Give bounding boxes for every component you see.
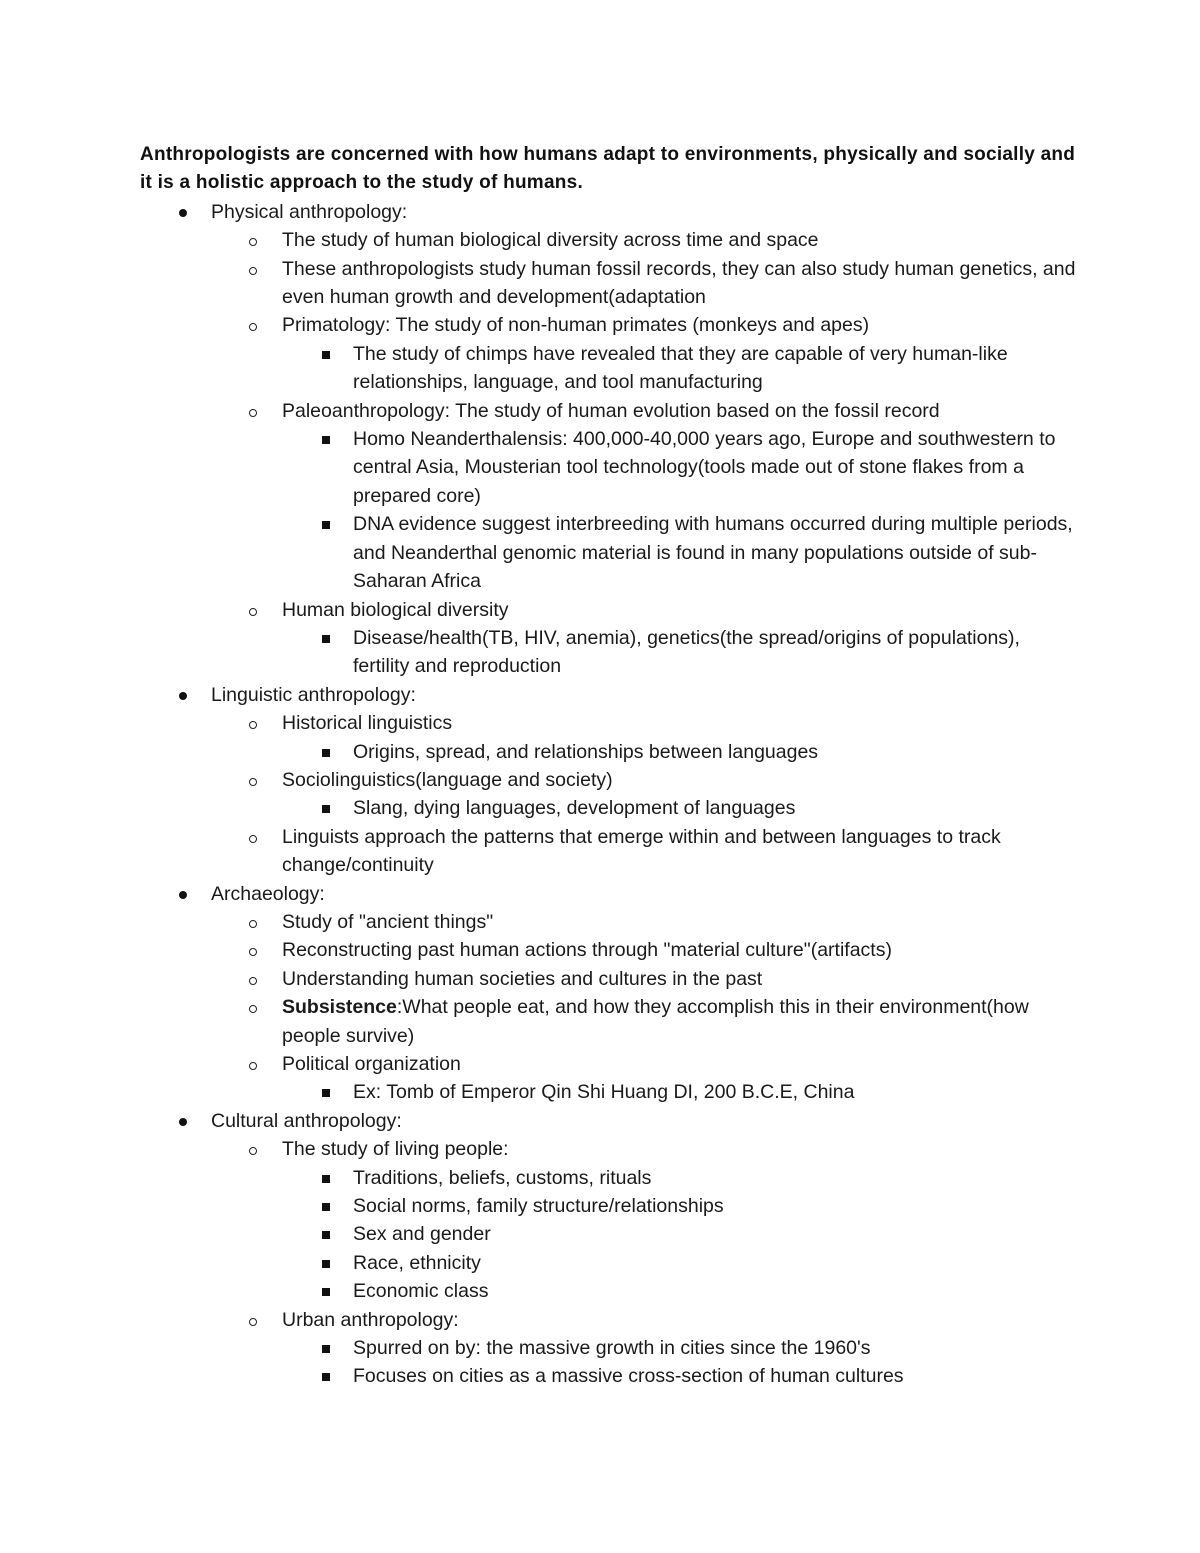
- bullet-square-icon: [319, 340, 339, 368]
- detail-sublist: [282, 340, 1080, 397]
- bullet-circle-icon: [248, 908, 268, 936]
- detail-item: [353, 1249, 1080, 1277]
- detail-item-text: Ex: Tomb of Emperor Qin Shi Huang DI, 200 B.C.E, China: [353, 1081, 855, 1104]
- bullet-square-icon: [319, 1192, 339, 1220]
- bullet-disc-icon: [177, 1107, 197, 1135]
- list-item: [282, 766, 1080, 823]
- list-item: [282, 993, 1080, 1050]
- section-item: [211, 681, 1080, 880]
- outline-list: [140, 198, 1080, 1391]
- bullet-square-icon: [319, 794, 339, 822]
- section-item: [211, 880, 1080, 1107]
- list-item-text: Linguists approach the patterns that emerge within and between languages to track change/continuity: [282, 825, 1001, 877]
- detail-sublist: [282, 1164, 1080, 1306]
- bullet-circle-icon: [248, 936, 268, 964]
- list-item-text: Historical linguistics: [282, 712, 453, 735]
- list-item: [282, 1050, 1080, 1107]
- detail-item: [353, 1362, 1080, 1390]
- section-title: Physical anthropology:: [211, 200, 408, 223]
- detail-sublist: [282, 794, 1080, 822]
- bullet-disc-icon: [177, 198, 197, 226]
- bullet-circle-icon: [248, 397, 268, 425]
- detail-item-text: Focuses on cities as a massive cross-section of human cultures: [353, 1365, 904, 1388]
- term-definition: :What people eat, and how they accomplish this in their environment(how people survive): [282, 996, 1029, 1047]
- detail-item: [353, 340, 1080, 397]
- bullet-square-icon: [319, 1249, 339, 1277]
- bullet-square-icon: [319, 1277, 339, 1305]
- bullet-square-icon: [319, 1362, 339, 1390]
- list-item: [282, 1135, 1080, 1305]
- list-item: [282, 397, 1080, 596]
- detail-item: [353, 1192, 1080, 1220]
- list-item-text: These anthropologists study human fossil records, they can also study human genetics, and even human growth and development(adaptation: [282, 257, 1076, 309]
- list-item-text: Paleoanthropology: The study of human evolution based on the fossil record: [282, 399, 940, 422]
- list-item-text: Primatology: The study of non-human primates (monkeys and apes): [282, 314, 870, 337]
- list-item-text: Study of "ancient things": [282, 910, 494, 933]
- detail-item-text: Spurred on by: the massive growth in cities since the 1960's: [353, 1337, 871, 1360]
- detail-item: [353, 1220, 1080, 1248]
- detail-item-text: Slang, dying languages, development of languages: [353, 797, 796, 820]
- list-item-text: Political organization: [282, 1053, 461, 1075]
- bullet-circle-icon: [248, 226, 268, 254]
- list-item: [282, 965, 1080, 993]
- bullet-circle-icon: [248, 823, 268, 851]
- detail-item: [353, 510, 1080, 595]
- detail-item: [353, 425, 1080, 510]
- list-item-text: The study of human biological diversity across time and space: [282, 229, 819, 252]
- detail-item: [353, 624, 1080, 681]
- key-term: Subsistence: [282, 996, 397, 1019]
- list-item-text: The study of living people:: [282, 1138, 509, 1161]
- detail-sublist: [282, 1078, 1080, 1106]
- detail-item-text: Homo Neanderthalensis: 400,000-40,000 years ago, Europe and southwestern to central Asia, Mousterian tool technology(tools made out of stone flakes from a prepared core): [353, 428, 1056, 507]
- bullet-square-icon: [319, 1334, 339, 1362]
- list-item: [282, 311, 1080, 396]
- detail-item: [353, 1078, 1080, 1106]
- list-item-text: Human biological diversity: [282, 598, 509, 621]
- list-item: [282, 255, 1080, 312]
- detail-sublist: [282, 425, 1080, 595]
- list-item-text: [282, 993, 1080, 1050]
- bullet-circle-icon: [248, 1135, 268, 1163]
- list-item: [282, 709, 1080, 766]
- detail-item-text: Sex and gender: [353, 1223, 491, 1246]
- section-item: [211, 198, 1080, 681]
- section-title: Archaeology:: [211, 882, 325, 905]
- bullet-square-icon: [319, 624, 339, 652]
- detail-item: [353, 794, 1080, 822]
- bullet-square-icon: [319, 1220, 339, 1248]
- bullet-square-icon: [319, 1164, 339, 1192]
- list-item: [282, 226, 1080, 254]
- section-title: Cultural anthropology:: [211, 1109, 402, 1132]
- detail-item-text: The study of chimps have revealed that they are capable of very human-like relationships, language, and tool manufacturing: [353, 342, 1008, 394]
- detail-item-text: Social norms, family structure/relationships: [353, 1195, 724, 1218]
- bullet-circle-icon: [248, 1306, 268, 1334]
- notes-content: [140, 141, 1080, 1391]
- list-item: [282, 908, 1080, 936]
- list-item: [282, 823, 1080, 880]
- detail-item-text: Origins, spread, and relationships between languages: [353, 740, 819, 763]
- bullet-circle-icon: [248, 709, 268, 737]
- section-item: [211, 1107, 1080, 1391]
- list-item: [282, 596, 1080, 681]
- detail-item: [353, 738, 1080, 766]
- bullet-square-icon: [319, 1078, 339, 1106]
- bullet-square-icon: [319, 425, 339, 453]
- detail-item-text: Economic class: [353, 1280, 489, 1303]
- detail-item-text: Disease/health(TB, HIV, anemia), genetics(the spread/origins of populations), fertility and reproduction: [353, 626, 1020, 678]
- detail-sublist: [282, 624, 1080, 681]
- bullet-circle-icon: [248, 993, 268, 1021]
- bullet-circle-icon: [248, 965, 268, 993]
- bullet-circle-icon: [248, 1050, 268, 1078]
- section-sublist: [211, 226, 1080, 681]
- detail-item-text: Race, ethnicity: [353, 1251, 481, 1274]
- detail-item: [353, 1277, 1080, 1305]
- detail-item-text: DNA evidence suggest interbreeding with humans occurred during multiple periods, and Neanderthal genomic material is found in many populations outside of sub-Saharan Africa: [353, 513, 1073, 593]
- list-item: [282, 1306, 1080, 1391]
- bullet-square-icon: [319, 510, 339, 538]
- section-sublist: [211, 709, 1080, 879]
- detail-item: [353, 1334, 1080, 1362]
- detail-item-text: Traditions, beliefs, customs, rituals: [353, 1166, 652, 1189]
- section-title: Linguistic anthropology:: [211, 683, 416, 706]
- bullet-circle-icon: [248, 766, 268, 794]
- list-item-text: Understanding human societies and cultures in the past: [282, 967, 763, 990]
- bullet-disc-icon: [177, 880, 197, 908]
- list-item-text: Urban anthropology:: [282, 1308, 459, 1331]
- bullet-square-icon: [319, 738, 339, 766]
- detail-sublist: [282, 1334, 1080, 1391]
- list-item-text: Reconstructing past human actions through "material culture"(artifacts): [282, 939, 892, 962]
- bullet-circle-icon: [248, 255, 268, 283]
- detail-sublist: [282, 738, 1080, 766]
- bullet-circle-icon: [248, 596, 268, 624]
- section-sublist: [211, 1135, 1080, 1391]
- bullet-disc-icon: [177, 681, 197, 709]
- document-heading: Anthropologists are concerned with how humans adapt to environments, physically and socially and it is a holistic approach to the study of humans.: [140, 144, 1076, 194]
- bullet-circle-icon: [248, 311, 268, 339]
- detail-item: [353, 1164, 1080, 1192]
- list-item-text: Sociolinguistics(language and society): [282, 768, 613, 791]
- list-item: [282, 936, 1080, 964]
- section-sublist: [211, 908, 1080, 1107]
